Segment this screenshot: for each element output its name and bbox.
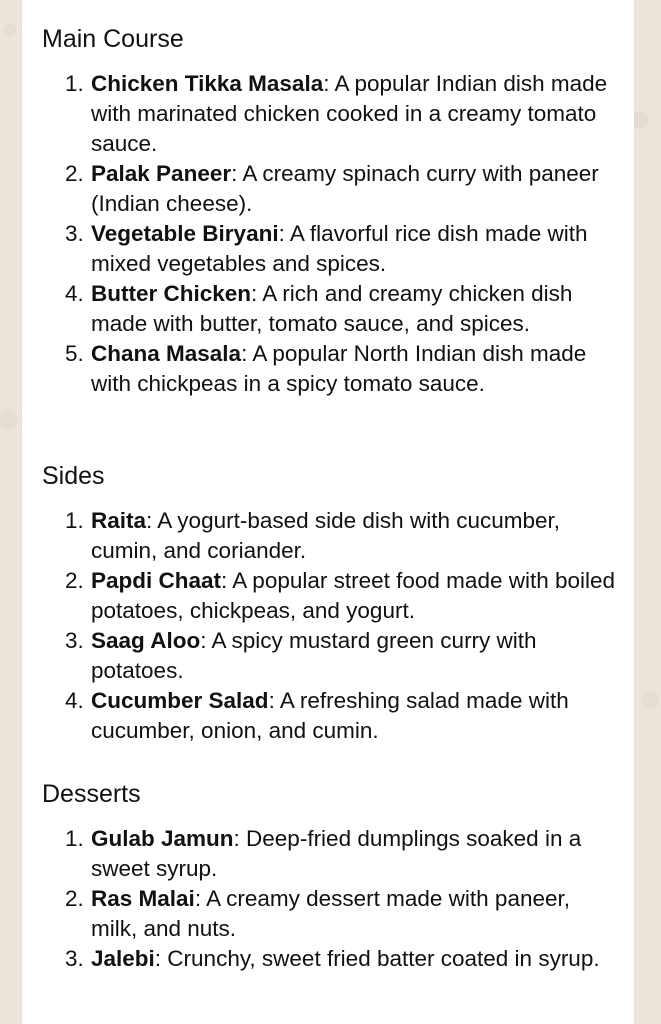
dish-name: Papdi Chaat bbox=[91, 568, 222, 593]
message-bubble[interactable] bbox=[22, 0, 634, 1024]
dish-description: : A spicy mustard green curry with potatoes. bbox=[91, 628, 537, 683]
section-title-main-course: Main Course bbox=[42, 25, 184, 53]
section-title-desserts: Desserts bbox=[42, 780, 141, 808]
list-item bbox=[90, 279, 620, 339]
sides-list bbox=[42, 506, 620, 746]
list-item bbox=[90, 506, 620, 566]
dish-description: : Crunchy, sweet fried batter coated in syrup. bbox=[154, 946, 600, 971]
list-item bbox=[90, 686, 620, 746]
dish-name: Saag Aloo bbox=[91, 628, 201, 653]
dish-description: : A popular street food made with boiled potatoes, chickpeas, and yogurt. bbox=[91, 568, 616, 623]
dish-name: Palak Paneer bbox=[91, 161, 232, 186]
list-item bbox=[90, 824, 620, 884]
dish-name: Chana Masala bbox=[91, 341, 242, 366]
dish-name: Jalebi bbox=[91, 946, 155, 971]
dish-description: : A flavorful rice dish made with mixed vegetables and spices. bbox=[91, 221, 588, 276]
dish-description: : A popular Indian dish made with marinated chicken cooked in a creamy tomato sauce. bbox=[91, 71, 608, 156]
list-item bbox=[90, 159, 620, 219]
list-item bbox=[90, 339, 620, 399]
dish-name: Butter Chicken bbox=[91, 281, 252, 306]
list-item bbox=[90, 69, 620, 159]
dish-name: Gulab Jamun bbox=[91, 826, 234, 851]
list-item bbox=[90, 219, 620, 279]
list-item bbox=[90, 884, 620, 944]
dish-description: : A creamy dessert made with paneer, milk, and nuts. bbox=[91, 886, 571, 941]
dish-description: : A rich and creamy chicken dish made with butter, tomato sauce, and spices. bbox=[91, 281, 573, 336]
dish-name: Raita bbox=[91, 508, 147, 533]
dish-name: Chicken Tikka Masala bbox=[91, 71, 324, 96]
desserts-list bbox=[42, 824, 620, 974]
dish-description: : A yogurt-based side dish with cucumber, cumin, and coriander. bbox=[91, 508, 561, 563]
dish-description: : Deep-fried dumplings soaked in a sweet syrup. bbox=[91, 826, 582, 881]
dish-name: Ras Malai bbox=[91, 886, 195, 911]
dish-description: : A popular North Indian dish made with chickpeas in a spicy tomato sauce. bbox=[91, 341, 587, 396]
list-item bbox=[90, 626, 620, 686]
list-item bbox=[90, 944, 620, 974]
dish-name: Cucumber Salad bbox=[91, 688, 269, 713]
dish-description: : A creamy spinach curry with paneer (Indian cheese). bbox=[91, 161, 599, 216]
dish-description: : A refreshing salad made with cucumber, onion, and cumin. bbox=[91, 688, 569, 743]
main-course-list bbox=[42, 69, 620, 399]
section-title-sides: Sides bbox=[42, 462, 105, 490]
dish-name: Vegetable Biryani bbox=[91, 221, 279, 246]
list-item bbox=[90, 566, 620, 626]
